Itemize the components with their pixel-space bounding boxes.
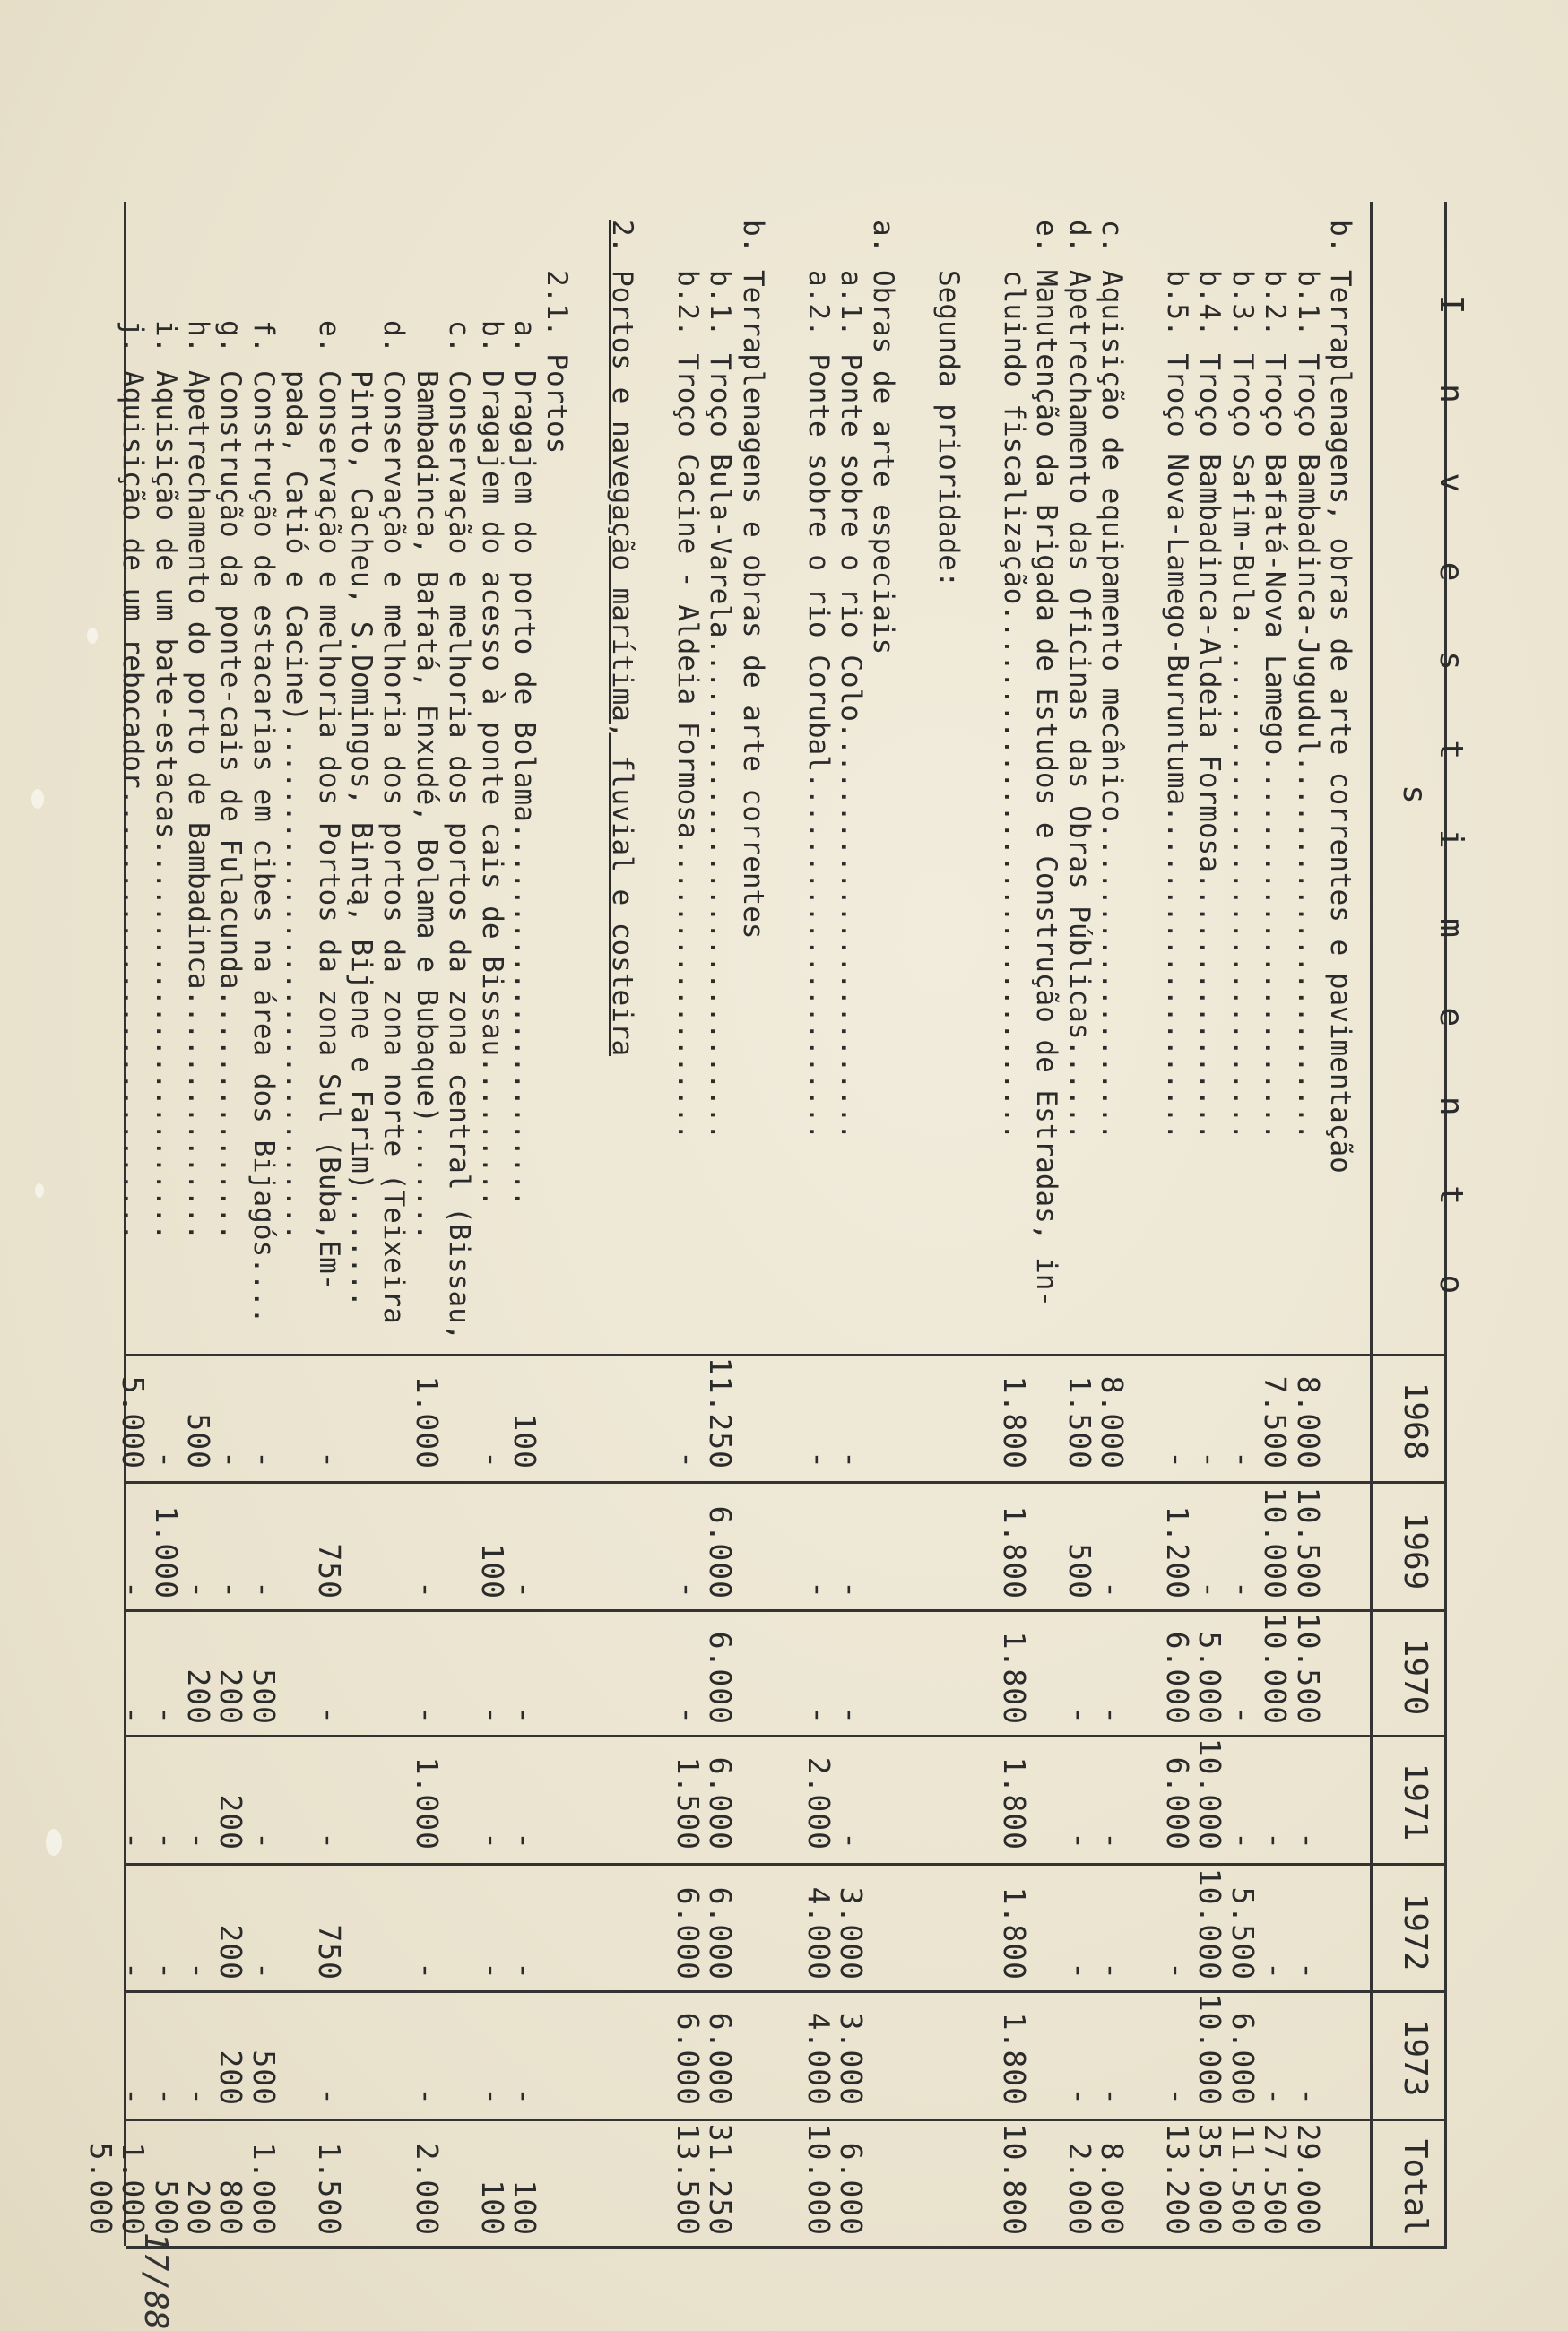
cell-1969: - <box>1225 1581 1260 1599</box>
row-label: e. Conservação e melhoria dos Portos da zona Sul (Buba,Em- <box>312 220 345 1291</box>
cell-total: 800 <box>213 2179 249 2236</box>
cell-1969: 10.500 <box>1290 1486 1326 1599</box>
cell-1969: 100 <box>474 1543 510 1599</box>
cell-1970: 6.000 <box>1160 1631 1195 1725</box>
cell-1972: - <box>148 1962 184 1980</box>
cell-1973: - <box>1061 2087 1097 2106</box>
cell-1968: - <box>1225 1451 1260 1469</box>
cell-1970: 10.500 <box>1290 1612 1326 1725</box>
cell-1969: - <box>246 1581 282 1599</box>
row-label: b. Dragajem do acesso à ponte cais de Bissau......... <box>475 220 508 1208</box>
row-label: a.1. Ponte sobre o rio Colo......................... <box>835 220 867 1140</box>
cell-total: 2.000 <box>409 2142 445 2236</box>
cell-1973: - <box>1160 2087 1195 2106</box>
cell-1970: - <box>474 1706 510 1725</box>
cell-1970: - <box>801 1706 836 1725</box>
cell-1968: 1.500 <box>1061 1375 1097 1469</box>
cell-1973: 500 <box>246 2049 282 2106</box>
column-rule <box>126 1609 1447 1612</box>
cell-1969: 500 <box>1061 1543 1097 1599</box>
paper-stain <box>35 1183 44 1198</box>
year-header-1970: 1970 <box>1397 1637 1434 1716</box>
cell-1972: - <box>1258 1962 1294 1980</box>
row-label: b.2. Troço Bafatá-Nova Lamego....................... <box>1259 220 1292 1140</box>
cell-1970: - <box>834 1706 869 1725</box>
header-title: I n v e s t i m e n t o s <box>1396 294 1469 1320</box>
cell-1972: 10.000 <box>1192 1867 1228 1980</box>
cell-1970: - <box>148 1706 184 1725</box>
cell-1970: 1.800 <box>997 1631 1032 1725</box>
cell-1969: - <box>1095 1581 1131 1599</box>
cell-1973: - <box>311 2087 347 2106</box>
cell-total: 27.500 <box>1258 2123 1294 2236</box>
cell-1973: - <box>507 2087 542 2106</box>
cell-1971: - <box>1290 1832 1326 1850</box>
cell-1973: 6.000 <box>703 2012 739 2106</box>
cell-1970: 5.000 <box>1192 1631 1228 1725</box>
cell-1973: 200 <box>213 2049 249 2106</box>
cell-1969: 6.000 <box>703 1505 739 1599</box>
cell-1972: - <box>246 1962 282 1980</box>
cell-1969: 1.000 <box>148 1505 184 1599</box>
cell-1972: - <box>1290 1962 1326 1980</box>
cell-1973: - <box>148 2087 184 2106</box>
cell-1968: - <box>801 1451 836 1469</box>
cell-1968: 7.500 <box>1258 1375 1294 1469</box>
cell-1969: - <box>181 1581 216 1599</box>
cell-1969: 10.000 <box>1258 1486 1294 1599</box>
cell-total: 6.000 <box>834 2142 869 2236</box>
row-label: Bambadinca, Bafatá, Enxudé, Bolama e Bubaque)....... <box>410 220 443 1241</box>
row-label: a. Dragajem do porto de Bolama....................... <box>508 220 541 1208</box>
cell-1968: 11.250 <box>703 1356 739 1469</box>
cell-1968: - <box>213 1451 249 1469</box>
cell-1971: 10.000 <box>1192 1737 1228 1850</box>
cell-1968: - <box>1160 1451 1195 1469</box>
cell-total: 1.000 <box>116 2142 152 2236</box>
cell-1970: - <box>671 1706 706 1725</box>
cell-1969: - <box>834 1581 869 1599</box>
cell-1970: - <box>409 1706 445 1725</box>
cell-1971: - <box>1095 1832 1131 1850</box>
row-label: cluindo fiscalização................................ <box>998 220 1030 1140</box>
cell-1972: 3.000 <box>834 1886 869 1980</box>
cell-1971: - <box>148 1832 184 1850</box>
row-label: j. Aquisição de um rebocador........................... <box>117 220 150 1241</box>
cell-total: 2.000 <box>1061 2142 1097 2236</box>
row-label: a.2. Ponte sobre o rio Corubal...................... <box>801 220 835 1140</box>
cell-1973: - <box>1290 2087 1326 2106</box>
cell-1971: 6.000 <box>1160 1756 1195 1850</box>
cell-1971: 200 <box>213 1794 249 1850</box>
cell-1968: 1.800 <box>997 1375 1032 1469</box>
cell-1972: - <box>507 1962 542 1980</box>
cell-1971: - <box>116 1832 152 1850</box>
cell-1968: - <box>1192 1451 1228 1469</box>
row-label: c. Conservação e melhoria dos portos da zona central (Bissau, <box>443 220 476 1341</box>
cell-1971: 2.000 <box>801 1756 836 1850</box>
cell-total: 100 <box>474 2179 510 2236</box>
cell-1971: - <box>1061 1832 1097 1850</box>
table-row <box>75 0 120 2331</box>
cell-1971: - <box>181 1832 216 1850</box>
cell-1969: - <box>116 1581 152 1599</box>
cell-total: 35.000 <box>1192 2123 1228 2236</box>
row-label: b.3. Troço Safim-Bula............................... <box>1226 220 1259 1140</box>
year-header-1969: 1969 <box>1397 1512 1434 1590</box>
cell-1968: 500 <box>181 1413 216 1469</box>
row-label: c. Aquisição de equipamento mecânico................... <box>1096 220 1129 1140</box>
column-rule <box>126 2119 1447 2121</box>
cell-1971: - <box>834 1832 869 1850</box>
cell-1968: - <box>311 1451 347 1469</box>
cell-1969: - <box>801 1581 836 1599</box>
column-rule <box>126 1990 1447 1993</box>
cell-1972: - <box>1095 1962 1131 1980</box>
column-rule <box>126 1863 1447 1866</box>
cell-1973: - <box>1095 2087 1131 2106</box>
cell-1972: 750 <box>311 1924 347 1980</box>
year-header-total: Total <box>1397 2138 1434 2237</box>
cell-total: 10.800 <box>997 2123 1032 2236</box>
cell-1968: - <box>671 1451 706 1469</box>
row-label: b.4. Troço Bambadinca-Aldeia Formosa................ <box>1193 220 1226 1140</box>
row-label: 2. Portos e navegação marítima, fluvial e costeira <box>606 220 639 1057</box>
cell-1971: - <box>1225 1832 1260 1850</box>
cell-1969: 1.800 <box>997 1505 1032 1599</box>
year-header-1971: 1971 <box>1397 1763 1434 1841</box>
row-label: d. Conservação e melhoria dos portos da zona norte (Teixeira <box>377 220 411 1324</box>
cell-total: 1.000 <box>246 2142 282 2236</box>
cell-total: 31.250 <box>703 2123 739 2236</box>
cell-1970: - <box>116 1706 152 1725</box>
row-label: a. Obras de arte especiais <box>867 220 900 655</box>
cell-1968: - <box>834 1451 869 1469</box>
cell-1973: 10.000 <box>1192 1993 1228 2106</box>
row-label: Segunda prioridade: <box>932 220 966 588</box>
cell-1971: - <box>1258 1832 1294 1850</box>
cell-1972: 5.500 <box>1225 1886 1260 1980</box>
cell-1970: 10.000 <box>1258 1612 1294 1725</box>
cell-1968: - <box>246 1451 282 1469</box>
cell-1973: - <box>181 2087 216 2106</box>
cell-1972: 200 <box>213 1924 249 1980</box>
cell-total: 13.500 <box>671 2123 706 2236</box>
cell-1972: 6.000 <box>703 1886 739 1980</box>
cell-1968: 100 <box>507 1413 542 1469</box>
cell-1973: 6.000 <box>671 2012 706 2106</box>
column-rule <box>126 1735 1447 1737</box>
paper-stain <box>46 1829 62 1856</box>
cell-total: 10.000 <box>801 2123 836 2236</box>
column-rule <box>126 1354 1447 1356</box>
cell-1972: - <box>1061 1962 1097 1980</box>
cell-1972: 1.800 <box>997 1886 1032 1980</box>
cell-1970: - <box>1225 1706 1260 1725</box>
cell-1968: - <box>148 1451 184 1469</box>
cell-1972: - <box>474 1962 510 1980</box>
cell-1968: 5.000 <box>116 1375 152 1469</box>
paper-stain <box>87 628 98 644</box>
cell-1970: 500 <box>246 1668 282 1725</box>
cell-total: 1.500 <box>311 2142 347 2236</box>
cell-1970: - <box>1095 1706 1131 1725</box>
cell-1969: - <box>213 1581 249 1599</box>
year-header-1972: 1972 <box>1397 1893 1434 1971</box>
row-label: g. Construção da ponte-cais de Fulacunda............... <box>214 220 247 1241</box>
row-label: b. Terraplenagens, obras de arte correntes e pavimentação <box>1324 220 1356 1174</box>
cell-1968: 8.000 <box>1095 1375 1131 1469</box>
cell-total: 8.000 <box>1095 2142 1131 2236</box>
cell-1972: - <box>181 1962 216 1980</box>
cell-1970: - <box>507 1706 542 1725</box>
cell-1969: 750 <box>311 1543 347 1599</box>
row-label: b.1. Troço Bula-Varela.............................. <box>704 220 737 1140</box>
cell-1972: 6.000 <box>671 1886 706 1980</box>
cell-1971: 1.000 <box>409 1756 445 1850</box>
cell-1970: - <box>1061 1706 1097 1725</box>
cell-total: 11.500 <box>1225 2123 1260 2236</box>
row-label: b. Terraplenagens e obras de arte correntes <box>736 220 769 940</box>
cell-1971: 1.800 <box>997 1756 1032 1850</box>
cell-1969: 1.200 <box>1160 1505 1195 1599</box>
row-label: 2.1. Portos <box>541 220 574 455</box>
cell-1968: - <box>474 1451 510 1469</box>
cell-1969: - <box>671 1581 706 1599</box>
cell-1973: - <box>1258 2087 1294 2106</box>
cell-total: 29.000 <box>1290 2123 1326 2236</box>
row-label: pada, Catió e Cacine)............................... <box>280 220 313 1241</box>
cell-1971: - <box>474 1832 510 1850</box>
cell-1972: 4.000 <box>801 1886 836 1980</box>
cell-1973: - <box>474 2087 510 2106</box>
year-header-1973: 1973 <box>1397 2018 1434 2097</box>
row-label: d. Apetrechamento das Oficinas das Obras Públicas...... <box>1062 220 1096 1140</box>
cell-1969: - <box>507 1581 542 1599</box>
cell-1973: 6.000 <box>1225 2012 1260 2106</box>
cell-1973: - <box>116 2087 152 2106</box>
cell-1973: - <box>409 2087 445 2106</box>
cell-1972: - <box>116 1962 152 1980</box>
column-rule <box>126 1481 1447 1484</box>
row-label: b.5. Troço Nova-Lamego-Buruntuma.................... <box>1161 220 1193 1140</box>
cell-1973: 1.800 <box>997 2012 1032 2106</box>
cell-1968: 1.000 <box>409 1375 445 1469</box>
row-label: i. Aquisição de um bate-estacas........................ <box>149 220 182 1241</box>
cell-1969: - <box>1192 1581 1228 1599</box>
row-label: f. Construção de estacarias em cibes na área dos Bijagós.... <box>247 220 280 1324</box>
cell-1971: - <box>311 1832 347 1850</box>
row-label: b.2. Troço Cacine - Aldeia Formosa.................. <box>671 220 704 1140</box>
cell-1972: - <box>1160 1962 1195 1980</box>
cell-total: 100 <box>507 2179 542 2236</box>
cell-1968: 8.000 <box>1290 1375 1326 1469</box>
row-label: e. Manutenção da Brigada de Estudos e Construção de Estradas, in- <box>1030 220 1063 1308</box>
cell-1970: 200 <box>181 1668 216 1725</box>
cell-1971: - <box>246 1832 282 1850</box>
cell-1970: - <box>311 1706 347 1725</box>
cell-1971: 6.000 <box>703 1756 739 1850</box>
cell-total: 500 <box>148 2179 184 2236</box>
cell-1970: 200 <box>213 1668 249 1725</box>
page-number: 17/88 <box>137 2232 174 2330</box>
row-label: b.1. Troço Bambadinca-Jugudul....................... <box>1291 220 1324 1140</box>
cell-1970: 6.000 <box>703 1631 739 1725</box>
cell-1971: 1.500 <box>671 1756 706 1850</box>
column-rule <box>126 2246 1447 2249</box>
cell-1969: - <box>409 1581 445 1599</box>
cell-total: 5.000 <box>82 2142 118 2236</box>
paper-stain <box>31 789 44 809</box>
cell-total: 200 <box>181 2179 216 2236</box>
row-label: h. Apetrechamento do porto de Bambadinca............... <box>182 220 214 1241</box>
cell-1973: 3.000 <box>834 2012 869 2106</box>
cell-1972: - <box>409 1962 445 1980</box>
year-header-1968: 1968 <box>1397 1382 1434 1460</box>
row-label: Pinto, Cacheu, S.Domingos, Bintą, Bijene e Farim)....... <box>345 220 377 1308</box>
cell-total: 13.200 <box>1160 2123 1195 2236</box>
cell-1971: - <box>507 1832 542 1850</box>
cell-1973: 4.000 <box>801 2012 836 2106</box>
header-separator <box>1370 202 1373 2246</box>
